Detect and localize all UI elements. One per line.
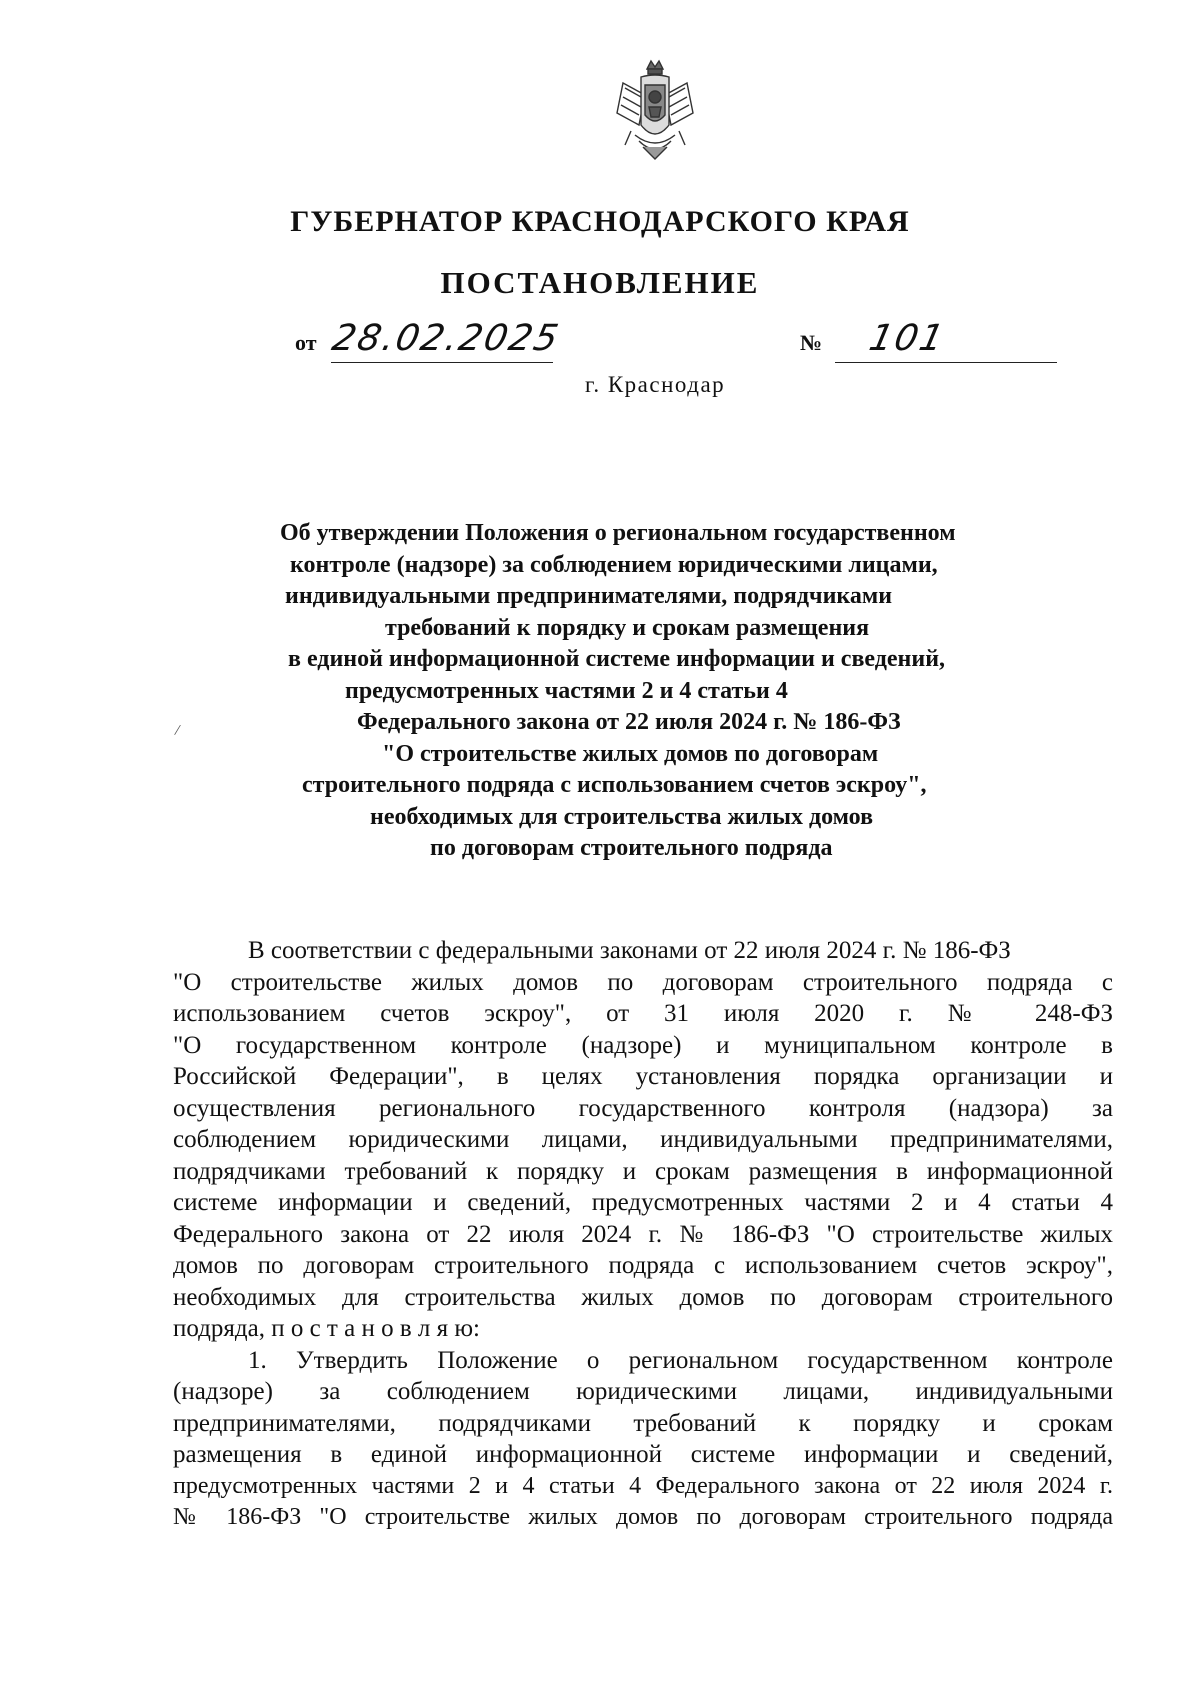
document-body [173,935,1113,1534]
title-line: "О строительстве жилых домов по договорам [382,740,879,767]
handwritten-date: 28.02.2025 [328,318,564,359]
title-line: требований к порядку и срокам размещения [385,614,870,641]
title-line: в единой информационной системе информации и сведений, [288,646,946,672]
handwritten-number: 101 [865,318,950,359]
issuing-authority: ГУБЕРНАТОР КРАСНОДАРСКОГО КРАЯ [290,205,910,238]
body-line: (надзоре) за соблюдением юридическими лицами, индивидуальными [173,1378,1113,1405]
body-line: "О строительстве жилых домов по договорам строительного подряда с [173,968,1113,996]
body-line: предпринимателями, подрядчиками требований к порядку и срокам [173,1409,1113,1437]
document-title [270,518,1110,865]
title-line: строительного подряда с использованием счетов эскроу", [302,772,927,798]
body-line: системе информации и сведений, предусмотренных частями 2 и 4 статьи 4 [173,1189,1113,1216]
title-line: индивидуальными предпринимателями, подрядчиками [285,583,893,609]
body-line: подрядчиками требований к порядку и срокам размещения в информационной [173,1157,1113,1185]
body-line: № 186-ФЗ "О строительстве жилых домов по договорам строительного подряда [173,1504,1113,1530]
title-line: Федерального закона от 22 июля 2024 г. № 186-ФЗ [357,709,901,735]
body-line: осуществления регионального государственного контроля (надзора) за [173,1094,1113,1122]
title-line: предусмотренных частями 2 и 4 статьи 4 [345,677,788,704]
krasnodar-coat-of-arms-icon [595,55,715,170]
title-line: контроле (надзоре) за соблюдением юридическими лицами, [290,551,938,578]
body-line: Российской Федерации", в целях установления порядка организации и [173,1063,1113,1090]
title-line: по договорам строительного подряда [430,835,833,861]
date-prefix: от [295,330,317,355]
body-line: подряда, п о с т а н о в л я ю: [173,1315,480,1342]
body-line: размещения в единой информационной системе информации и сведений, [173,1441,1113,1468]
body-line: использованием счетов эскроу", от 31 июля 2020 г. № 248-ФЗ [173,1000,1113,1027]
body-line: 1. Утвердить Положение о региональном государственном контроле [248,1346,1113,1374]
document-type-heading: ПОСТАНОВЛЕНИЕ [440,265,760,300]
body-line: домов по договорам строительного подряда с использованием счетов эскроу", [173,1252,1113,1279]
body-line: соблюдением юридическими лицами, индивидуальными предпринимателями, [173,1126,1113,1153]
city-of-issue: г. Краснодар [585,372,726,397]
date-underline [331,362,553,363]
date-number-row [295,318,1055,362]
title-line: необходимых для строительства жилых домов [370,803,874,830]
body-line: Федерального закона от 22 июля 2024 г. № 186-ФЗ "О строительстве жилых [173,1220,1113,1248]
title-line: Об утверждении Положения о региональном государственном [280,520,956,546]
body-line: предусмотренных частями 2 и 4 статьи 4 Федерального закона от 22 июля 2024 г. [173,1472,1113,1499]
body-line: "О государственном контроле (надзоре) и муниципальном контроле в [173,1031,1113,1059]
number-prefix: № [800,330,823,355]
number-underline [835,362,1057,363]
body-line: необходимых для строительства жилых домов по договорам строительного [173,1283,1113,1311]
scan-artifact-mark: / [173,721,182,740]
body-line: В соответствии с федеральными законами от 22 июля 2024 г. № 186-ФЗ [248,937,1011,964]
